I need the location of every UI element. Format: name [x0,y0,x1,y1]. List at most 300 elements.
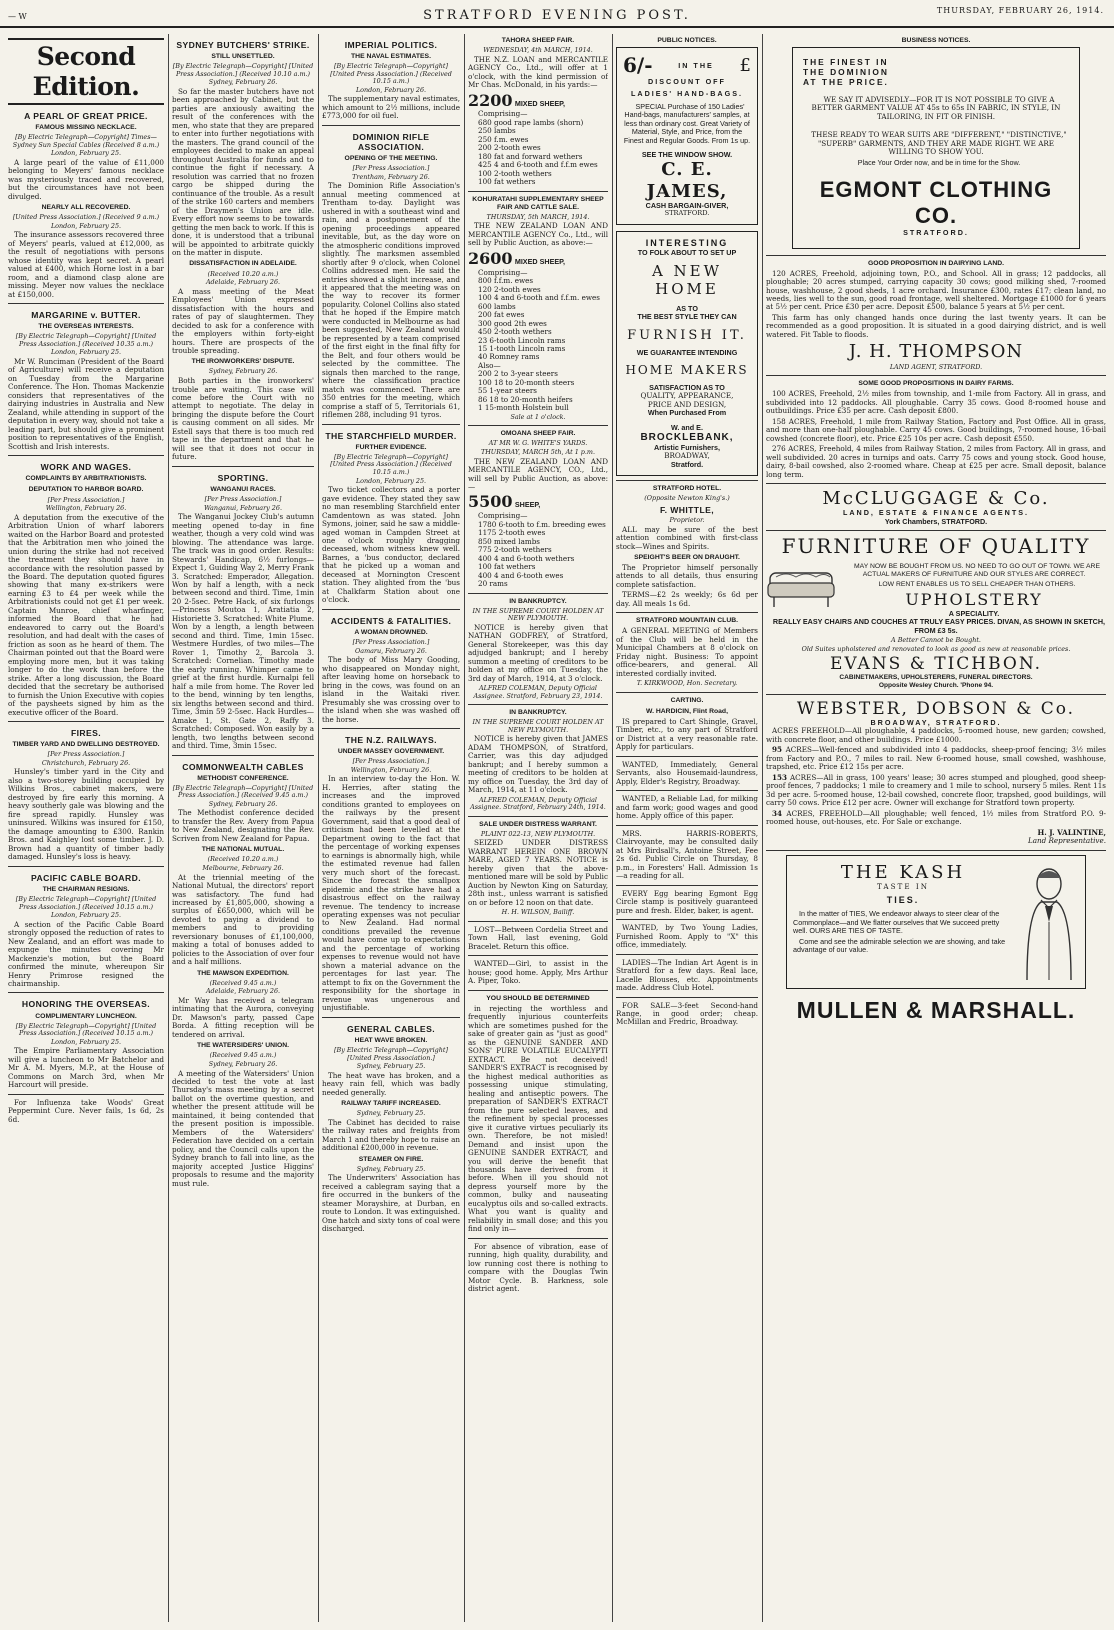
classified-ad: For absence of vibration, ease of running, high quality, durability, and low running cost there is nothing to compare with the Douglas Twin Motor Cycle. B. Harkness, sole district agent. [468,1241,608,1294]
article-dateline: Sydney, February 26. [208,367,278,376]
article-dateline: Wellington, February 26. [45,504,127,513]
stock-list-item: 23 6-tooth Lincoln rams [478,335,566,345]
section-heading: BUSINESS NOTICES. [901,37,971,44]
article [8,111,164,201]
ad-text: AT THE PRICE. [803,76,889,87]
column-rule [318,34,319,1622]
article-source: [Per Press Association.] [352,757,430,766]
notice-body: NOTICE is hereby given that JAMES ADAM THOMPSON, of Stratford, Carrier, was this day adjudged bankrupt; and I hereby summon a meeting of creditors to be holden at my office on Tuesday, the 3rd day of March, 1914, at 11 o'clock. [468,734,608,795]
notice-subhead: PLAINT 022-13, NEW PLYMOUTH. [480,829,596,838]
ad-text: BROADWAY, [664,451,710,461]
ad-text: (Opposite Newton King's.) [644,494,730,503]
advertisement [766,260,1106,372]
gentleman-portrait-icon [1019,862,1079,982]
divider [468,1238,608,1239]
stock-list-item: Also— [478,360,501,370]
ad-signature: T. KIRKWOOD, Hon. Secretary. [636,679,738,688]
ad-name: EVANS & TICHBON. [829,654,1043,675]
article-body: The heat wave has broken, and a heavy rain fell, which was badly needed generally. [322,1070,460,1097]
divider [766,255,1106,256]
ad-body: The Proprietor himself personally attends to all details, thus ensuring complete satisfaction. [616,563,758,589]
article-body: Hunsley's timber yard in the City and also a two-storey building occupied by Wilkins Bros., cabinet makers, were destroyed by fire early this morning. A heavy southerly gale was blowing and the fire spread rapidly. Hunsley was uninsured. Wilkins was insured for £150, the damage amounting to £300. Rankin Bros. and Kaighley lost some timber. J. D. Brown had a quantity of timber badly damaged. Hunsley's loss is heavy. [8,767,164,862]
article-dateline: London, February 26. [355,85,427,94]
article [322,1024,460,1097]
ad-body: 158 ACRES, Freehold, 1 mile from Railway Station, Factory and Post Office. All in grass, and more than one-half ploughable. Carry 45 cows. Good buildings, 7-roomed house, 16-bail cowshed (concrete floor), etc. Price £25 10s per acre. Cash deposit £550. [766,416,1106,443]
article [8,728,164,862]
article-body: Two ticket collectors and a porter gave evidence. They stated they saw no man resembling Starchfield enter Camdentown as was stated. John Symons, joiner, said he saw a middle-aged woman in Campden Street at one o'clock roughly dragging deceased, whom witness knew well. Barnes, a 'bus conductor, declared that he picked up a woman and deceased at Mornington Crescent station. They alighted from the 'bus at Chalkfarm Station about one o'clock. [322,485,460,605]
article-headline: ACCIDENTS & FATALITIES. [330,615,452,626]
article-dateline: Oamaru, February 26. [355,646,427,655]
article-dateline: Sydney, February 25. [356,1062,426,1071]
article [322,1156,460,1234]
notice-number: 5500 [468,492,513,512]
article [172,1042,314,1188]
stock-list-item: 55 1-year steers [478,386,537,396]
ad-name: F. WHITTLE, [659,504,715,515]
ad-text: A NEW HOME [651,262,723,298]
ad-text: Land Representative. [1027,836,1106,846]
stock-list-item: 425 4 and 6-tooth and f.f.m ewes [478,160,598,170]
ad-text: LAND AGENT, STRATFORD. [889,362,983,371]
notice-subhead: IN THE SUPREME COURT HOLDEN AT NEW PLYMOUTH. [472,606,604,623]
divider [766,483,1106,484]
stock-list-item: 800 f.f.m. ewes [478,276,534,286]
divider [766,694,1106,695]
article-subhead: DEPUTATION TO HARBOR BOARD. [28,486,144,494]
article [8,204,164,299]
article [172,846,314,966]
divider [616,790,758,791]
divider [8,455,164,456]
ad-name: WEBSTER, DOBSON & Co. [796,698,1076,719]
article-source: [Per Press Association.] [47,495,125,504]
article-body: Mr W. Runciman (President of the Board of Agriculture) will receive a deputation on Tuesday from the Margarine Conference. The Hon. Thomas Mackenzie considers that representatives of the dairying industries in Australia and New Zealand, while attending in support of the deputation in every way, should not take a leading part, but should give a prominent position to representatives of the English, Scottish and Irish interests. [8,357,164,451]
article-subhead: STEAMER ON FIRE. [358,1155,424,1163]
column-1 [8,34,164,1622]
divider [322,728,460,729]
notice-headline: KOHURATAHI SUPPLEMENTARY SHEEP FAIR AND CATTLE SALE. [472,195,604,211]
notice-number: 2600 [468,248,513,268]
ad-body: Come and see the admirable selection we are showing, and take advantage of our value. [793,936,1006,954]
ad-text: STRATFORD. [664,209,710,218]
legal-notice [468,709,608,812]
article-source: (Received 9.45 a.m.) [209,1051,277,1060]
ad-text: York Chambers, STRATFORD. [884,516,988,526]
ad-body-text: ACRES, FREEHOLD—All ploughable; well fenced, 1½ miles from Stratford P.O. 9-roomed house, out-houses, etc. For Sale or exchange. [766,808,1106,827]
divider [8,721,164,722]
ad-text: Stratford. [670,459,704,469]
ad-headline: GOOD PROPOSITION IN DAIRYING LAND. [867,259,1005,267]
classified-ad: WANTED, Immediately, General Servants, also Housemaid-laundress, Apply, Elder's Registry, Broadway. [616,759,758,786]
legal-notice [468,821,608,917]
article-source: [By Electric Telegraph—Copyright] [United Press Association.] (Received 10.15 a.m.) [15,1021,157,1038]
masthead-date: THURSDAY, FEBRUARY 26, 1914. [936,6,1104,15]
article-headline: SPORTING. [217,472,269,483]
article-subhead: THE MAWSON EXPEDITION. [197,969,289,977]
article-subhead: HEAT WAVE BROKEN. [354,1036,428,1044]
article [8,462,164,717]
column-6 [766,34,1106,1622]
ad-text: UPHOLSTERY [905,589,1043,609]
ad-text: Artistic Furnishers, [654,442,720,452]
ad-body: WE SAY IT ADVISEDLY—FOR IT IS NOT POSSIBLE TO GIVE A BETTER GARMENT VALUE AT 45s to 65s IN FABRIC, IN STYLE, IN TAILORING, IN FIT OR FINISH. [811,94,1061,121]
divider [468,955,608,956]
column-rule [168,34,169,1622]
ad-text: HOME MAKERS [625,363,749,378]
ad-amount: 6/- [623,53,653,78]
notice-body: THE N.Z. LOAN and MERCANTILE AGENCY Co., Ltd., will offer at 1 o'clock, with the kind permission of Mr Chas. McDonald, in his yards:— [468,54,608,90]
advertisement [766,535,1106,690]
ad-body: IS prepared to Cart Shingle, Gravel, Timber, etc., to any part of Stratford or District at a very reasonable rate. Apply for particulars. [616,716,758,752]
notice-signature: ALFRED COLEMAN, Deputy Official Assignee. Stratford, February 24th, 1914. [470,795,606,812]
ad-body: TERMS—£2 2s weekly; 6s 6d per day. All meals 1s 6d. [616,590,758,608]
ad-body: ACRES FREEHOLD—All ploughable, 4 paddocks, 5-roomed house, new garden; cowshed, with concrete floor, and other buildings. Price £1000. [766,726,1106,744]
advertisement [786,855,1086,989]
ad-text: CABINETMAKERS, UPHOLSTERERS, FUNERAL DIRECTORS. [839,674,1033,682]
article-dateline: London, February 25. [50,348,122,357]
ad-text: WE GUARANTEE INTENDING [636,347,738,357]
edition-heading: Second Edition. [8,38,164,105]
advertisement [616,697,758,752]
legal-notice [468,598,608,701]
classified-ad: WANTED, by Two Young Ladies, Furnished Room. Apply to "X" this office, immediately. [616,923,758,950]
article-subhead: FURTHER EVIDENCE. [355,443,427,451]
classified-ad: EVERY Egg bearing Egmont Egg Circle stamp is positively guaranteed pure and fresh. Elder, baker, is agent. [616,888,758,915]
ad-name: C. E. JAMES, [646,159,728,202]
ad-text: TO FOLK ABOUT TO SET UP [637,247,737,257]
article-subhead: UNDER MASSEY GOVERNMENT. [337,748,445,756]
article [172,473,314,751]
article-headline: HONORING THE OVERSEAS. [21,999,151,1010]
classified-ad: WANTED, a Reliable Lad, for milking and farm work; good wages and good home. Apply office of this paper. [616,794,758,821]
divider [468,921,608,922]
advertisement [766,488,1106,526]
article-body: In an interview to-day the Hon. W. H. Herries, after stating the increases and the improved conditions granted to employees on the railways by the present Government, said that a good deal of criticism had been levelled at the Department owing to the fact that the percentage of working expenses to earnings is abnormally high, while the estimated revenue had fallen very much short of the forecast. Since the forecast the smallpox epidemic and the strike have had a disastrous effect on the railway revenue. The tendency to increase operating expenses was not peculiar to New Zealand. Had normal conditions prevailed the revenue would have come up to expectations and the percentage of working expenses to revenue would not have shown a material advance on the percentages for last year. The attempt to fix on the Government the responsibility for the shortage in revenue was ungenerous and unjustifiable. [322,774,460,1013]
column-5 [616,34,758,1622]
classified-ad: MRS. HARRIS-ROBERTS, Clairvoyante, may be consulted daily at Mrs Birdsall's, Antoine Street, Fee 2s 6d. Public Circle on Thursday, 8 p.m., in Foresters' Hall. Admission 1s—a reading for all. [616,828,758,881]
article-headline: A PEARL OF GREAT PRICE. [24,111,148,121]
ad-signature: H. J. VALINTINE, [1037,827,1106,837]
divider [616,919,758,920]
notice-date: WEDNESDAY, 4th MARCH, 1914. [483,46,593,55]
article-source: [United Press Association.] (Received 9 a.m.) [12,213,160,222]
ad-body: This farm has only changed hands once during the last twenty years. It can be recommended as a good proposition. It is situated in a good dairying district, and is well watered. Fit Table to floods. [766,312,1106,339]
article [8,873,164,989]
stock-list-item: Comprising— [478,511,528,521]
ad-text: INTERESTING [645,238,729,249]
classified-ad: LADIES—The Indian Art Agent is in Stratford for a few days. Real lace, Lacelle Blouses, etc. Appointments made. Address Club Hotel. [616,957,758,993]
ad-body: MAY NOW BE BOUGHT FROM US. NO NEED TO GO OUT OF TOWN. WE ARE ACTUAL MAKERS OF FURNITURE AND OUR STYLES ARE CORRECT. [854,562,1100,578]
ad-body: A GENERAL MEETING of Members of the Club will be held in the Municipal Chambers at 8 o'clock on Friday night. Business: To appoint office-bearers, and general. All interested cordially invited. [616,626,758,678]
masthead-title: STRATFORD EVENING POST. [423,8,691,23]
acreage: 34 [772,808,783,818]
stock-list-item: 450 2-tooth wethers [478,327,552,337]
ad-body-text: ACRES—All in grass, 100 years' lease; 30 acres stumped and ploughed, good sheep-proof fences, 7 paddocks; 1 mile to creamery and 1 mile to school, nursery 5 miles. Rent 11s 3d per acre. 5-roomed house, 12-bail cowshed, concrete floor, trapshed, good buildings, will carry 50 cows. Price £12 per acre. Owner will exchange for Stratford town property. [766,772,1106,808]
notice-unit: SHEEP, [514,500,541,510]
notice-signature: H. H. WILSON, Bailiff. [501,908,575,917]
notice-body: THE NEW ZEALAND LOAN AND MERCANTILE AGENCY Co., Ltd., will sell by Public Auction, as above:— [468,221,608,248]
article-body: A section of the Pacific Cable Board strongly opposed the reduction of rates to New Zealand, and an effort was made to expunge the minutes covering Mr Mackenzie's motion, but the Board confirmed the minute, whereupon Sir Henry Primrose resigned the chairmanship. [8,919,164,988]
sale-notice [468,430,608,588]
pound-icon: £ [739,55,751,77]
article-subhead: STILL UNSETTLED. [211,53,275,61]
article-subhead: THE WATERSIDERS' UNION. [196,1042,290,1050]
article-subhead: THE IRONWORKERS' DISPUTE. [191,358,295,366]
article [322,431,460,605]
section-heading: PUBLIC NOTICES. [657,37,717,44]
article-body: A large pearl of the value of £11,000 belonging to Meyers' famous necklace was mysteriously traced and recovered, but the circumstances have not been divulged. [8,157,164,201]
stock-list-item: 600 lambs [478,301,516,311]
stock-list-item: 250 lambs [478,126,516,136]
article-dateline: Adelaide, February 26. [205,987,281,996]
stock-list-item: 200 2 to 3-year steers [478,369,558,379]
notice-signature: ALFRED COLEMAN, Deputy Official Assignee. Stratford, February 23, 1914. [473,684,603,700]
article-subhead: THE CHAIRMAN RESIGNS. [42,885,130,893]
ad-name: EGMONT CLOTHING CO. [819,177,1053,229]
notice-date: THURSDAY, MARCH 5th, At 1 p.m. [480,447,596,456]
article [322,616,460,724]
ad-text: BROADWAY, STRATFORD. [870,717,1002,727]
article-source: [By Electric Telegraph—Copyright] Times—Sydney Sun Special Cables (Received 8 a.m.) [12,133,160,149]
notice-unit: MIXED SHEEP, [514,98,566,108]
divider [468,425,608,426]
notice-number: 2200 [468,90,513,110]
ad-text: When Purchased From [647,408,727,418]
notice-subhead: IN THE SUPREME COURT HOLDEN AT NEW PLYMOUTH. [472,718,604,734]
stock-list-item: 400 4 and 6-tooth wethers [478,553,575,563]
article [172,970,314,1040]
column-4 [468,34,608,1622]
stock-list [468,110,608,186]
article-subhead: THE OVERSEAS INTERESTS. [38,323,134,331]
article-headline: GENERAL CABLES. [347,1023,435,1034]
ad-body-text: ACRES—Well-fenced and subdivided into 4 paddocks, sheep-proof fencing; 3½ miles from Factory and P.O., 7 miles to rail. New 6-roomed house, small cowshed, washhouse, trapshed, etc. Price £12 15s per acre. [766,745,1106,772]
ad-text: W. and E. [671,422,703,432]
acreage: 95 [772,745,783,755]
stock-list-item: 400 4 and 6-tooth ewes [478,570,564,580]
ad-text: TASTE IN [877,881,929,891]
ad-text: SPEIGHT'S BEER ON DRAUGHT. [634,553,740,561]
classified-ad: LOST—Between Cordelia Street and Town Hall, last evening, Gold Bracelet. Return this office. [468,924,608,951]
advertisement [468,995,608,1234]
ad-name: THE KASH [840,861,966,883]
article-dateline: Sydney, February 25. [356,1109,426,1118]
ad-text: QUALITY, APPEARANCE, [640,391,734,401]
article-dateline: Trentham, February 26. [352,172,430,181]
ad-name: W. HARDICIN, Flint Road, [646,707,728,715]
notice-body: NOTICE is hereby given that NATHAN GODFREY, of Stratford, General Storekeeper, was this day adjudged bankrupt; and I hereby summon a meeting of creditors to be holden at my office on Tuesday, the 3rd day of March, 1914, at 3 o'clock. [468,622,608,683]
article-dateline: Sydney, February 26. [208,1059,278,1068]
ad-text: CASH BARGAIN-GIVER, [645,200,729,210]
article [322,132,460,420]
column-3 [322,34,460,1622]
footer-ad: For Influenza take Woods' Great Peppermint Cure. Never fails, 1s 6d, 2s 6d. [8,1097,164,1124]
article-source: [By Electric Telegraph—Copyright] [United Press Association.] (Received 10.10 a.m.) [172,62,314,78]
notice-body: THE NEW ZEALAND LOAN AND MERCANTILE AGENCY, CO., Ltd., will sell by Public Auction, as above:— [468,456,608,491]
ad-body: SPECIAL Purchase of 150 Ladies' Hand-bags, manufacturers' samples, at less than ordinary cost. Great Variety of Material, Style, and Price, from the Finest and Regular Goods. From 1s up. [623,101,751,145]
article-dateline: Sydney, February 26. [208,78,278,87]
notice-subhead: AT MR W. G. WHITE'S YARDS. [488,439,588,448]
article-dateline: London, February 25. [50,221,122,230]
article-subhead: COMPLAINTS BY ARBITRATIONISTS. [25,475,147,483]
ad-headline: SOME GOOD PROPOSITIONS IN DAIRY FARMS. [858,380,1014,388]
ad-headline: CARTING. [670,696,704,704]
ad-text: Opposite Wesley Church. 'Phone 94. [878,682,994,690]
divider [616,954,758,955]
ad-text: Proprietor. [669,515,705,524]
article-headline: SYDNEY BUTCHERS' STRIKE. [176,40,310,50]
ad-text: DISCOUNT OFF [648,76,726,86]
ad-text: A SPECIALITY. [948,608,1000,618]
divider [8,992,164,993]
article-dateline: London, February 25. [355,476,427,485]
ad-text: LADIES' HAND-BAGS. [631,89,743,99]
ad-text-block [842,563,1106,618]
article-body: The Wanganui Jockey Club's autumn meeting opened to-day in fine weather, though a very cold wind was blowing. The attendance was large. The track was in good order. Results: Stewards' Handicap, 6½ furlongs—Expect 1, Guiding Way 2, Merry Frank 3. Scratched: Emperador, Allegation. Won by half a length, with a neck between second and third. Time, 1min 20 2-5sec. Petre Hack, of six furlongs—Princess Moutoa 1, Aratiatia 2, Historiette 3. Scratched: White Plume. Won by a length, a length between second and third. Time, 1min 15sec. Westmere Hurdles, of two miles—The Rover 1, Timothy 2, Barcola 3. Scratched: Cornelian. Timothy made the early running. Whimper came to grief at the first hurdle. Kurnalpi fell half a mile from home. The Rover led to the bend, winning by ten lengths, six lengths between second and third. Time, 3min 59 2-5sec. Hack Hurdles—Amake 1, St. Gate 2, Raffy 3. Scratched: Composed. Won easily by a length, two lengths between second and third. Time, 3min 15sec. [172,512,314,751]
article-source: [Per Press Association.] [204,495,282,504]
stock-list-item: 1780 6-tooth to f.m. breeding ewes [478,519,606,529]
divider [766,530,1106,531]
article-body: The Methodist conference decided to transfer the Rev. Avery from Papua to New Zealand, designating the Rev. Scriven from New Zealand for Papua. [172,808,314,843]
divider [322,424,460,425]
ad-body: ALL may be sure of the best attention combined with first-class stock—Wines and Spirits. [616,524,758,551]
ad-body: THESE READY TO WEAR SUITS ARE "DIFFERENT," "DISTINCTIVE," "SUPERB" GARMENTS, AND THEY ARE MADE RIGHT. WE ARE WILLING TO SHOW YOU. [811,130,1067,157]
divider [616,480,758,481]
article [322,40,460,121]
ad-name: BROCKLEBANK, [640,432,734,444]
article-headline: PACIFIC CABLE BOARD. [30,872,141,883]
article-body: The Empire Parliamentary Association will give a luncheon to Mr Batchelor and Mr A. M. Myers, M.P., at the House of Commons on March 3rd, when Mr Harcourt will preside. [8,1046,164,1090]
article-subhead: FAMOUS MISSING NECKLACE. [35,124,137,132]
classified-ad: WANTED—Girl, to assist in the house; good home. Apply, Mrs Arthur A. Piper, Toko. [468,959,608,986]
notice-headline: SALE UNDER DISTRESS WARRANT. [479,820,597,828]
ad-body [766,810,1106,827]
article-headline: MARGARINE v. BUTTER. [31,310,141,321]
ad-headline: YOU SHOULD BE DETERMINED [486,994,590,1002]
stock-list-item: 200 fat ewes [478,310,525,320]
article-dateline: London, February 25. [50,1037,122,1046]
article-body: A deputation from the executive of the Arbitration Union of wharf laborers waited on the Harbor Board and protested that the Arbitration men who joined the union during the strike had not received the treatment they should have in accordance with the resolution passed by the Board. The deputation quoted figures showing that many ex-strikers were earning £3 to £4 per week while the Arbitrationists could not get £1 per week. Captain Munroe, chief wharfinger, informed the Board that he had endeavored to carry out the Board's resolution, and had dealt with the cases of friction as soon as he heard of them. The Chairman pointed out that the Board were employing more men, but it was taking longer to do the work than before the strike. After a long discussion, the Board decided that the secretary be authorised to furnish the Union Executive with copies of the paysheets signed by him as the executive officer of the Board. [8,512,164,717]
ad-body: LOW RENT ENABLES US TO SELL CHEAPER THAN OTHERS. [878,580,1076,588]
ad-body: Place Your Order now, and be in time for the Show. [857,157,1021,167]
divider [8,303,164,304]
article-headline: FIRES. [70,728,102,739]
article-source: [Per Press Association.] [352,638,430,647]
stock-list-item: 15 1-tooth Lincoln rams [478,344,566,353]
article-source: (Received 10.20 a.m.) [207,269,279,278]
article-source: (Received 10.20 a.m.) [207,855,279,864]
article-subhead: A WOMAN DROWNED. [354,629,428,637]
article-source: [By Electric Telegraph—Copyright] [United Press Association.] (Received 10.15 a.m.) [330,452,452,476]
ad-text: TIES. [886,895,920,906]
article-dateline: London, February 25. [50,911,122,920]
article-source: [By Electric Telegraph—Copyright] [United Press Association.] (Received 9.45 a.m.) [172,783,314,800]
ad-text: AS TO [676,303,698,313]
article-headline: IMPERIAL POLITICS. [344,40,438,50]
advertisement [792,47,1080,249]
article-headline: WORK AND WAGES. [40,462,132,473]
divider [468,990,608,991]
article-body: So far the master butchers have not been approached by Cabinet, but the parties are anxiously awaiting the result of the conferences with the men, who state that they are prepared to enter into further negotiations with the masters. The grand council of the employees decided to make an appeal throughout Australia for funds and to continue the fight if necessary. A resolution was carried that no frozen cargo be shipped during the continuance of the trouble. As a result of the strike 160 carters and members of the Draymen's Union are idle. Every effort now seems to be towards getting the men back to work. If this is done, it is understood that a tribunal will be appointed to arbitrate quickly on the matter in dispute. [172,86,314,257]
ad-body: 100 ACRES, Freehold, 2½ miles from township, and 1-mile from Factory. All in grass, and subdivided into 12 paddocks. All ploughable. Carry 35 cows. Good 8-roomed house and outbuildings. Price £35 per acre. Cash deposit £800. [766,389,1106,416]
notice-headline: IN BANKRUPTCY. [509,709,567,717]
column-rule [612,34,613,1622]
divider [468,593,608,594]
ad-body: 276 ACRES, Freehold, 4 miles from Railway Station, 2 miles from Factory. All in grass, and well subdivided. 20 acres in turnips and oats. Carry 75 cows and young stock. Good house, dairy, 8-bail cowshed, also 2-roomed whare. Cheap at £25 per acre. Small deposit, balance long term. [766,444,1106,479]
advertisement [616,231,758,476]
article-headline: DOMINION RIFLE ASSOCIATION. [352,131,430,152]
divider [8,1094,164,1095]
ad-body [766,746,1106,771]
stock-list-item: 250 f.m. ewes [478,134,529,144]
article-body: The Underwriters' Association has received a cablegram saying that a fire occurred in the bunkers of the steamer Morayshire, at Durban, en route to London. It was extinguished. One hatch and sixty tons of coal were discharged. [322,1173,460,1234]
ad-name: J. H. THOMPSON [848,341,1024,363]
divider [468,704,608,705]
article-subhead: METHODIST CONFERENCE. [197,774,289,782]
ad-text: IN THE [678,60,714,70]
advertisement [616,617,758,687]
ad-body: REALLY EASY CHAIRS AND COUCHES AT TRULY EASY PRICES. DIVAN, AS SHOWN IN SKETCH, FROM £3 5s. [772,617,1106,635]
ad-body [766,774,1106,808]
stock-list-item: 850 mixed lambs [478,536,540,546]
article [172,358,314,461]
notice-date: THURSDAY, 5th MARCH, 1914. [486,212,590,221]
article-source: [By Electric Telegraph—Copyright] [United Press Association.] (Received 10.15 a.m.) [330,62,452,86]
article-body: The supplementary naval estimates, which amount to 2½ millions, include £773,000 for oil fuel. [322,94,460,121]
divider [8,866,164,867]
divider [468,191,608,192]
divider [322,125,460,126]
stock-list-item: Comprising— [478,267,528,277]
article-source: [By Electric Telegraph—Copyright] [United Press Association.] (Received 10.15 a.m.) [15,894,157,911]
column-2 [172,34,314,1622]
article-dateline: Sydney, February 26. [208,799,278,808]
ad-row [766,563,1106,618]
classified-ad: FOR SALE—3-feet Second-hand Range, in good order; cheap. McMillan and Fredric, Broadway. [616,1000,758,1027]
stock-list [468,269,608,413]
article-body: The Cabinet has decided to raise the railway rates and freights from March 1 and thereby hope to raise an additional £200,000 in revenue. [322,1117,460,1153]
ad-text: PRICE AND DESIGN, [647,399,727,409]
ad-text: THE FINEST IN [803,57,889,68]
divider [616,825,758,826]
notice-headline: IN BANKRUPTCY. [509,597,567,605]
article-dateline: London, February 25. [50,149,122,158]
divider [322,1017,460,1018]
divider [616,756,758,757]
stock-list-item: 180 fat and forward wethers [478,151,583,161]
article-headline: COMMONWEALTH CABLES [182,761,304,772]
article-dateline: Wellington, February 26. [350,765,432,774]
article [8,999,164,1089]
divider [616,997,758,998]
article-body: Both parties in the ironworkers' trouble are waiting. This case will come before the Court with no attempt to negotiate. The delay in bringing the dispute before the Court is causing comment on all sides. Mr Estell says that there is too much red tape in the department and that he will see that it does not occur in future. [172,376,314,462]
article-subhead: WANGANUI RACES. [210,486,276,494]
article-body: At the triennial meeting of the National Mutual, the directors' report was satisfactory. The fund had increased by £1,805,000, showing a surplus of £650,000, which will be devoted to paying a dividend to members and to providing reversionary bonuses of £1,100,000, making a total of bonuses added to policies to the Association of over four and a half millions. [172,872,314,967]
stock-list [468,512,608,588]
article-source: [By Electric Telegraph—Copyright] [United Press Association.] (Received 10.35 a.m.) [15,332,157,348]
ad-text: FURNISH IT. [627,327,747,343]
ad-text: THE DOMINION [803,66,889,77]
article-subhead: COMPLIMENTARY LUNCHEON. [35,1012,137,1020]
stock-list-item: 40 Romney rams [478,352,540,362]
ad-text: A Better Cannot be Bought. [891,636,981,645]
article-subhead: OPENING OF THE MEETING. [344,155,438,163]
stock-list-item: 20 rams [478,579,508,589]
divider [468,816,608,817]
article-source: [By Electric Telegraph—Copyright] [United Press Association.] [334,1045,448,1062]
stock-list-item: 200 2-tooth ewes [478,143,541,153]
ad-name: McCLUGGAGE & Co. [822,488,1050,510]
